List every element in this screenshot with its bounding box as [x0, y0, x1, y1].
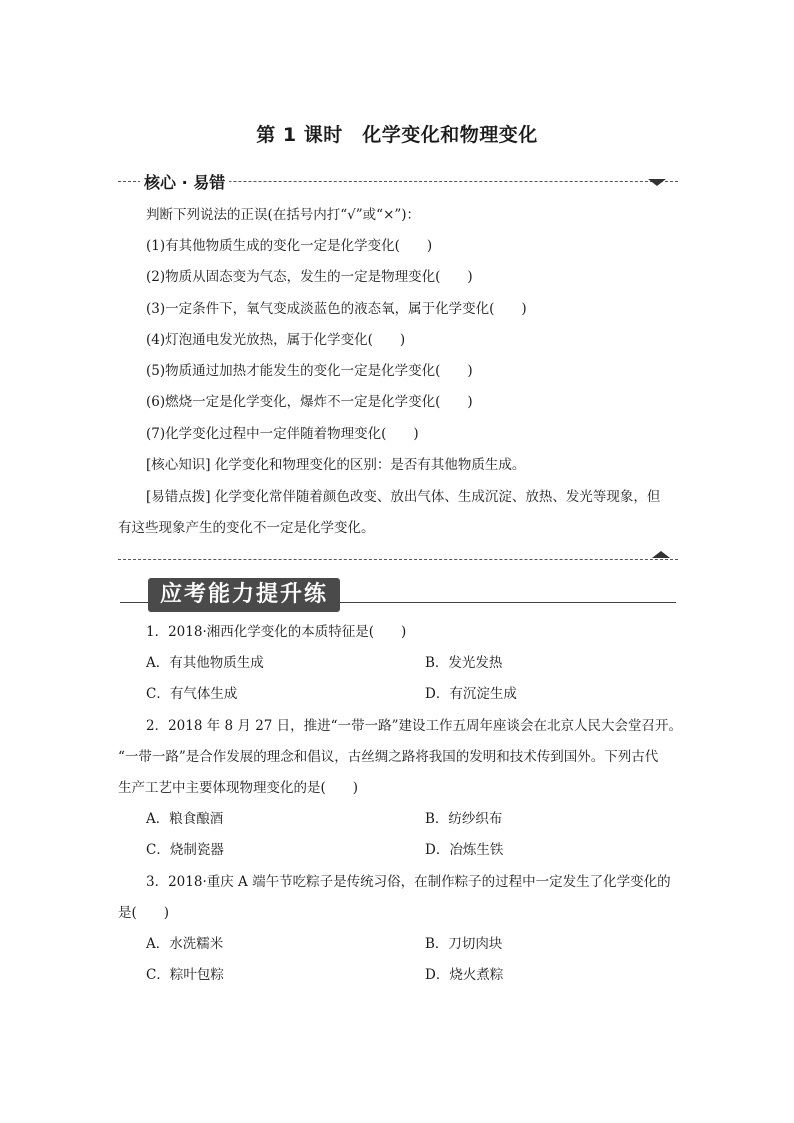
- core-item-1: (1)有其他物质生成的变化一定是化学变化( ): [146, 238, 433, 254]
- question-2-stem-line-3: 生产工艺中主要体现物理变化的是( ): [118, 780, 359, 796]
- question-3-option-b: B．刀切肉块: [425, 936, 503, 952]
- core-tip-line-1: [易错点拨] 化学变化常伴随着颜色改变、放出气体、生成沉淀、放热、发光等现象，但: [146, 489, 661, 505]
- triangle-up-icon: [652, 551, 670, 558]
- question-1-option-a: A．有其他物质生成: [146, 655, 264, 671]
- core-tip-line-2: 有这些现象产生的变化不一定是化学变化。: [118, 520, 375, 536]
- question-1-option-b: B．发光发热: [425, 655, 503, 671]
- question-1-option-d: D．有沉淀生成: [425, 686, 517, 702]
- core-intro: 判断下列说法的正误(在括号内打“√”或“×”)：: [146, 207, 421, 223]
- question-3-stem-line-1: 3．2018·重庆 A 端午节吃粽子是传统习俗，在制作粽子的过程中一定发生了化学变化的: [146, 874, 671, 890]
- practice-banner: 应考能力提升练: [148, 578, 340, 612]
- question-3-stem-line-2: 是( ): [118, 905, 170, 921]
- core-section-header: [118, 170, 678, 194]
- core-footer-dashed-line: [118, 559, 678, 560]
- question-2-stem-line-2: “一带一路”是合作发展的理念和倡议，古丝绸之路将我国的发明和技术传到国外。下列古代: [118, 749, 659, 765]
- question-2-option-c: C．烧制瓷器: [146, 842, 224, 858]
- core-item-3: (3)一定条件下，氧气变成淡蓝色的液态氧，属于化学变化( ): [146, 301, 527, 317]
- core-item-7: (7)化学变化过程中一定伴随着物理变化( ): [146, 426, 419, 442]
- core-item-6: (6)燃烧一定是化学变化，爆炸不一定是化学变化( ): [146, 394, 473, 410]
- core-knowledge: [核心知识] 化学变化和物理变化的区别：是否有其他物质生成。: [146, 457, 526, 473]
- core-item-5: (5)物质通过加热才能发生的变化一定是化学变化( ): [146, 363, 473, 379]
- core-item-2: (2)物质从固态变为气态，发生的一定是物理变化( ): [146, 269, 473, 285]
- question-1-stem: 1．2018·湘西化学变化的本质特征是( ): [146, 624, 407, 640]
- triangle-down-icon: [648, 179, 666, 186]
- question-3-option-d: D．烧火煮粽: [425, 967, 504, 983]
- question-3-option-a: A．水洗糯米: [146, 936, 224, 952]
- question-3-option-c: C．粽叶包粽: [146, 967, 224, 983]
- question-2-option-b: B．纺纱织布: [425, 811, 503, 827]
- core-item-4: (4)灯泡通电发光放热，属于化学变化( ): [146, 332, 406, 348]
- question-2-stem-line-1: 2．2018 年 8 月 27 日，推进“一带一路”建设工作五周年座谈会在北京人民大会堂召开。: [146, 718, 682, 734]
- page-title: 第 1 课时 化学变化和物理变化: [256, 124, 538, 146]
- question-1-option-c: C．有气体生成: [146, 686, 238, 702]
- core-section-label: 核心 · 易错: [140, 170, 229, 193]
- question-2-option-a: A．粮食酿酒: [146, 811, 224, 827]
- question-2-option-d: D．冶炼生铁: [425, 842, 504, 858]
